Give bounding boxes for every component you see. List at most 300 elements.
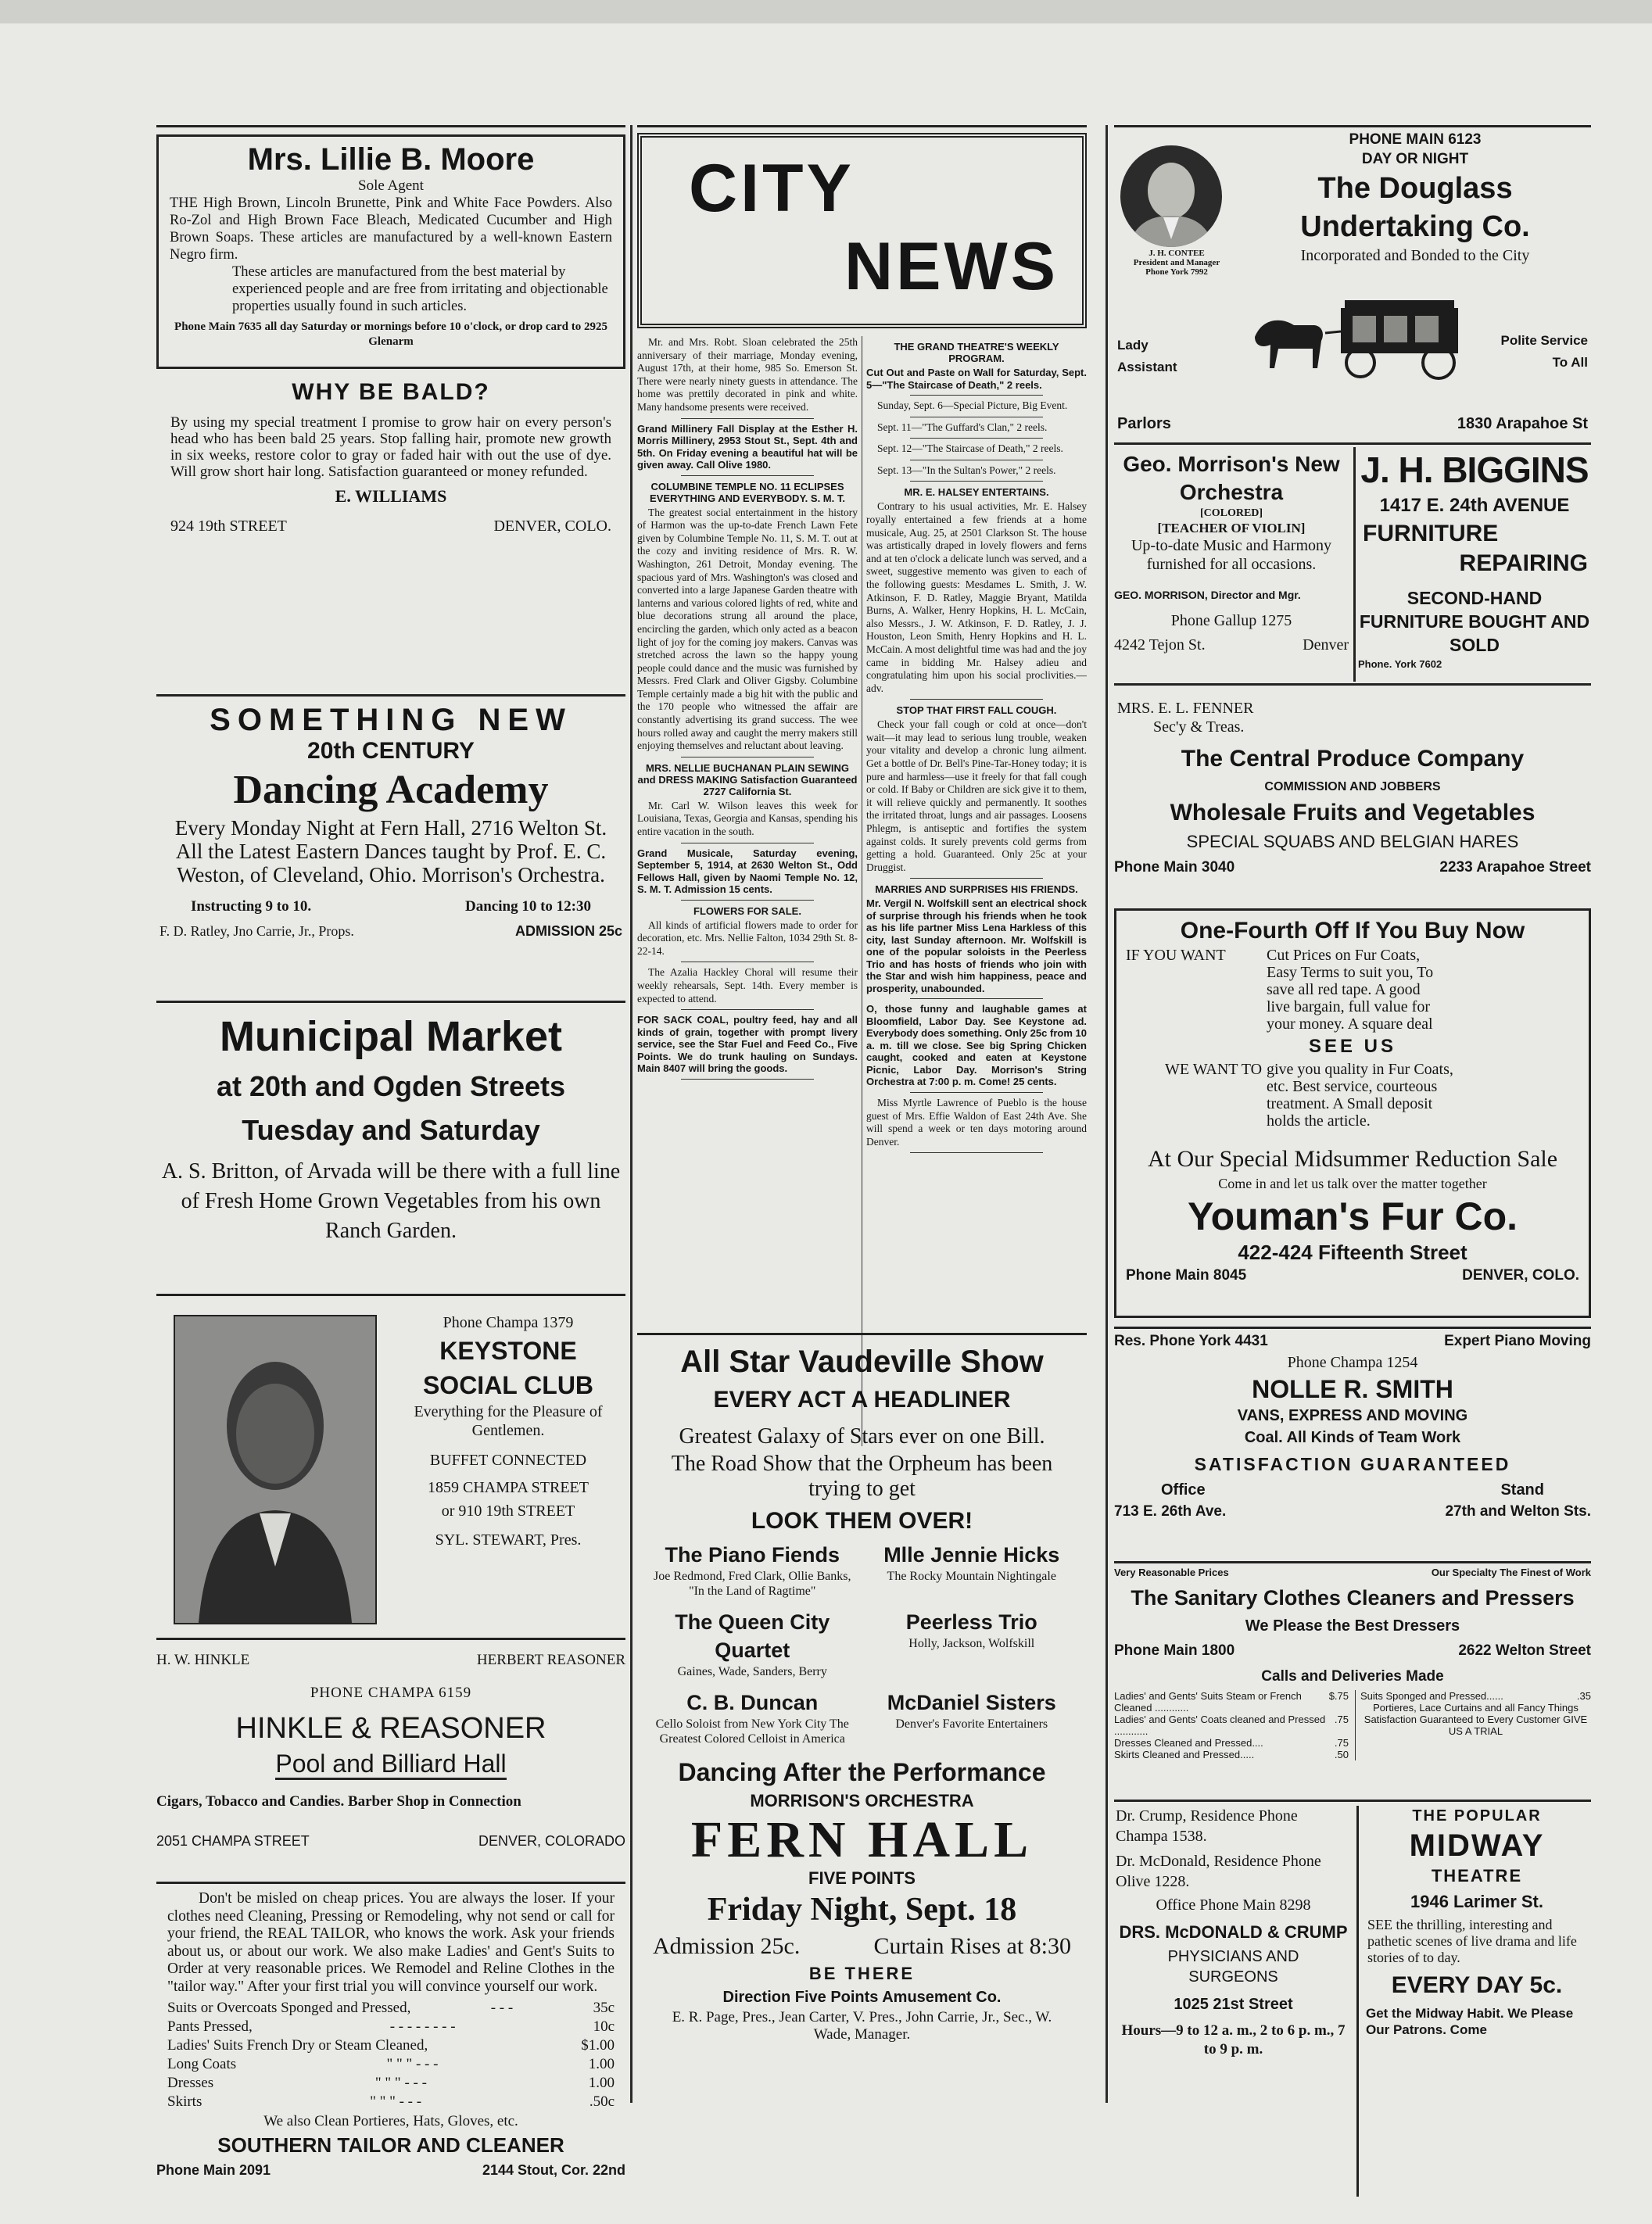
dancing-title: Dancing Academy <box>233 768 549 812</box>
act-card <box>868 1541 1077 1599</box>
doctors-ad <box>1114 1806 1353 2220</box>
dancing-admission: ADMISSION 25c <box>514 923 622 939</box>
biggins-line-1: FURNITURE <box>1363 521 1499 546</box>
masthead-word-2: NEWS <box>844 229 1059 304</box>
hinkle-name-2: HERBERT REASONER <box>476 1652 625 1668</box>
rule <box>1114 683 1591 686</box>
keystone-title-1: KEYSTONE <box>439 1337 577 1365</box>
act-name: Peerless Trio <box>905 1610 1037 1634</box>
midway-ad <box>1363 1806 1591 2197</box>
vaudeville-line-1: Greatest Galaxy of Stars ever on one Bill. <box>679 1424 1045 1449</box>
dancing-footer <box>159 921 622 941</box>
midway-body: SEE the thrilling, interesting and pathetic scenes of live drama and life stories of to day. <box>1367 1917 1577 1965</box>
smith-office: 713 E. 26th Ave. <box>1114 1503 1227 1520</box>
hinkle-address: 2051 CHAMPA STREET <box>156 1833 310 1849</box>
price-dots: - - - <box>490 2000 514 2016</box>
act-card <box>648 1608 857 1679</box>
vaudeville-date: Friday Night, Sept. 18 <box>707 1892 1017 1928</box>
tailor-title: SOUTHERN TAILOR AND CLEANER <box>217 2133 564 2157</box>
morrison-body: Up-to-date Music and Harmony furnished for all occasions. <box>1131 537 1332 573</box>
news-separator <box>910 395 1042 396</box>
price-value: .50c <box>589 2093 615 2110</box>
douglass-ad <box>1114 130 1591 442</box>
news-item-hd: MR. E. HALSEY ENTERTAINS. <box>904 486 1049 499</box>
vaudeville-line-2: The Road Show that the Orpheum has been trying to get <box>671 1452 1053 1501</box>
sanitary-price-row <box>1114 1714 1349 1737</box>
bald-body: By using my special treatment I promise to grow hair on every person's head who has been bald 25 years. Stop falling hair, promote new growth in six weeks, restore color to gray or faded hair with out the use of dye. Will grow short hair long. Satisfaction guaranteed or money refunded. <box>170 414 611 480</box>
dancing-time: Dancing 10 to 12:30 <box>465 898 591 915</box>
news-item-bd: Cut Out and Paste on Wall for Saturday, Sept. 5—"The Staircase of Death," 2 reels. <box>866 367 1087 391</box>
biggins-ad <box>1358 447 1591 682</box>
contee-caption-title: President and Manager <box>1133 258 1220 267</box>
act-desc: Denver's Favorite Entertainers <box>895 1717 1048 1731</box>
price-row <box>167 2093 615 2111</box>
bald-address-row <box>170 514 611 538</box>
news-item-bd: Grand Millinery Fall Display at the Esther H. Morris Millinery, 2953 Stout St., Sept. 4th and 5th. On Friday evening a beautiful hat will be given away. Call Olive 1980. <box>637 422 858 471</box>
produce-wholesale: Wholesale Fruits and Vegetables <box>1170 800 1536 825</box>
act-name: The Queen City Quartet <box>675 1610 830 1662</box>
douglass-title-2: Undertaking Co. <box>1300 210 1530 243</box>
hinkle-phone: PHONE CHAMPA 6159 <box>310 1685 472 1701</box>
sanitary-top-row <box>1114 1566 1591 1579</box>
doctors-address: 1025 21st Street <box>1174 1996 1293 2013</box>
sanitary-right-item: Suits Sponged and Pressed...... <box>1360 1690 1503 1702</box>
hinkle-subtitle <box>156 1748 625 1779</box>
sanitary-price: .75 <box>1334 1737 1349 1749</box>
dancing-props: F. D. Ratley, Jno Carrie, Jr., Props. <box>159 923 354 939</box>
dancing-body: Every Monday Night at Fern Hall, 2716 Welton St. All the Latest Eastern Dances taught by Prof. E. C. Weston, of Cleveland, Ohio. Morrison's Orchestra. <box>174 816 607 886</box>
act-name: The Piano Fiends <box>665 1543 840 1567</box>
news-item-bd: Mr. Vergil N. Wolfskill sent an electrical shock of surprise through his friends when he took as his life partner Miss Lena Harkless of this city, last Sunday afternoon. Mr. Wolfskill is one of the popular soloists in the Peerless Trio and has hosts of friends who join with the Star and wish him happiness, peace and prosperity, unabounded. <box>866 897 1087 994</box>
smith-top-row <box>1114 1331 1591 1352</box>
news-separator <box>910 1092 1042 1093</box>
doctors-hours: Hours—9 to 12 a. m., 2 to 6 p. m., 7 to 9 p. m. <box>1121 2022 1346 2057</box>
news-item-hd: FLOWERS FOR SALE. <box>693 904 801 917</box>
hinkle-ad <box>156 1649 625 1876</box>
smith-labels <box>1114 1480 1591 1500</box>
price-dots <box>428 2036 581 2055</box>
morrison-title: Geo. Morrison's New Orchestra <box>1123 452 1340 504</box>
smith-guaranteed: SATISFACTION GUARANTEED <box>1194 1454 1511 1474</box>
douglass-lady: Lady Assistant <box>1117 338 1177 374</box>
dancing-line-2: 20th CENTURY <box>307 738 475 764</box>
fur-city: DENVER, COLO. <box>1462 1267 1579 1284</box>
hinkle-names <box>156 1649 625 1671</box>
price-row <box>167 1999 615 2018</box>
biggins-line-2: REPAIRING <box>1459 550 1588 576</box>
sanitary-price-row <box>1114 1737 1349 1749</box>
sanitary-contact-row <box>1114 1635 1591 1667</box>
news-separator <box>910 1152 1042 1153</box>
midway-popular: THE POPULAR <box>1412 1807 1542 1825</box>
fur-come: Come in and let us talk over the matter together <box>1218 1176 1487 1191</box>
sanitary-top-left: Very Reasonable Prices <box>1114 1567 1229 1578</box>
column-top-rule <box>1114 125 1591 127</box>
fur-sale: At Our Special Midsummer Reduction Sale <box>1147 1146 1558 1172</box>
vaudeville-title: All Star Vaudeville Show <box>680 1345 1044 1379</box>
sanitary-sub: We Please the Best Dressers <box>1245 1617 1460 1635</box>
dancing-ad <box>156 702 625 1015</box>
biggins-address: 1417 E. 24th AVENUE <box>1379 495 1570 516</box>
news-item-p: Sunday, Sept. 6—Special Picture, Big Event. <box>877 399 1068 411</box>
act-card <box>648 1689 857 1746</box>
keystone-text <box>391 1312 625 1557</box>
douglass-heading <box>1239 130 1591 266</box>
news-item-p: Mr. Carl W. Wilson leaves this week for Louisiana, Texas, Georgia and Kansas, spending his entire vacation in the south. <box>637 799 858 838</box>
sanitary-calls: Calls and Deliveries Made <box>1261 1668 1444 1685</box>
keystone-president: SYL. STEWART, Pres. <box>435 1531 582 1549</box>
news-item-p: Sept. 11—"The Guffard's Clan," 2 reels. <box>877 421 1048 433</box>
sanitary-right-price: .35 <box>1576 1690 1591 1702</box>
price-row <box>167 2074 615 2093</box>
price-value: 35c <box>593 2000 615 2016</box>
sanitary-price-row <box>1114 1690 1349 1714</box>
horse-drawn-hearse-icon <box>1247 294 1474 380</box>
market-line-2: at 20th and Ogden Streets <box>216 1070 566 1102</box>
sanitary-item: Ladies' and Gents' Suits Steam or French Cleaned ............ <box>1114 1690 1302 1714</box>
news-separator <box>910 878 1042 879</box>
vaudeville-ad <box>637 1341 1087 2224</box>
price-value: 1.00 <box>588 2075 615 2091</box>
midway-every-day: EVERY DAY 5c. <box>1391 1972 1563 1998</box>
city-news-masthead <box>637 133 1087 328</box>
fur-if-list: Cut Prices on Fur Coats, Easy Terms to suit you, To save all red tape. A good live bargain, full value for your money. A square deal <box>1267 947 1434 1033</box>
contee-portrait-photo <box>1120 145 1222 247</box>
produce-address: 2233 Arapahoe Street <box>1439 859 1591 876</box>
price-item: Ladies' Suits French Dry or Steam Cleaned, <box>167 2037 428 2054</box>
news-item-p: The greatest social entertainment in the history of Harmon was the up-to-date French Lawn Fete given by Columbine Temple No. 11, S. M. T. out at the cozy and inviting residence of Mrs. R. W. Washington, 261 Detroit, Monday evening. The spacious yard of Mrs. Washington's was closed and converted into a large Japanese Garden theatre with lanterns and various colored lights of red, white and blue decorations strung all around the place, encircling the garden, which only acted as a beacon light of joy for the coming joy makers. Canvas was stretched across the lawn so the happy young people could dance and the music was furnished by Messrs. Fred Clark and Oliver Gigsby. Columbine Temple certainly made a big hit with the public and the 170 people who witnessed the affair are constantly advertising its grand success. The wee hours rolled away and caught the merry makers still enjoying themselves and reluctant about leaving. <box>637 506 858 752</box>
bald-ad <box>156 377 625 689</box>
news-separator <box>910 998 1042 999</box>
price-row <box>167 2055 615 2074</box>
act-name: McDaniel Sisters <box>887 1691 1056 1714</box>
produce-phone: Phone Main 3040 <box>1114 859 1235 876</box>
douglass-day: DAY OR NIGHT <box>1361 151 1469 167</box>
price-item: Dresses <box>167 2075 214 2091</box>
sanitary-price: .75 <box>1334 1714 1349 1725</box>
act-desc: Cello Soloist from New York City The Greatest Colored Celloist in America <box>655 1717 849 1746</box>
hinkle-cigars: Cigars, Tobacco and Candies. Barber Shop in Connection <box>156 1793 521 1810</box>
morrison-city: Denver <box>1303 636 1349 654</box>
smith-stand-label: Stand <box>1500 1481 1544 1499</box>
moore-paragraph-1: THE High Brown, Lincoln Brunette, Pink and White Face Powders. Also Ro-Zol and High Brown Face Bleach, Medicated Cucumber and High Brown Soaps. These articles are manufactured by a well-known Eastern Negro firm. <box>170 195 612 263</box>
news-separator <box>681 1009 813 1010</box>
hinkle-name-1: H. W. HINKLE <box>156 1652 250 1668</box>
vaudeville-points: FIVE POINTS <box>808 1868 916 1888</box>
sanitary-price-row <box>1114 1749 1349 1760</box>
biggins-phone: Phone. York 7602 <box>1358 658 1442 670</box>
news-separator <box>910 438 1042 439</box>
portrait-icon <box>175 1316 375 1623</box>
column-top-rule <box>637 125 1087 127</box>
price-value: 10c <box>593 2018 615 2035</box>
keystone-address-2: or 910 19th STREET <box>441 1502 575 1520</box>
keystone-ad <box>156 1304 625 1632</box>
smith-expert: Expert Piano Moving <box>1444 1333 1591 1349</box>
rule <box>156 1001 625 1003</box>
moore-paragraph-2: These articles are manufactured from the best material by experienced people and are free from irritating and objectionable properties usually found in such articles. <box>232 264 608 314</box>
tailor-phone: Phone Main 2091 <box>156 2162 271 2178</box>
douglass-title-1: The Douglass <box>1317 172 1513 205</box>
price-item: Skirts <box>167 2093 202 2110</box>
fur-if-block <box>1126 947 1579 1033</box>
vaudeville-dancing: Dancing After the Performance <box>678 1758 1046 1786</box>
contee-caption-name: J. H. CONTEE <box>1149 249 1205 258</box>
news-item-p: Sept. 13—"In the Sultan's Power," 2 reels. <box>877 464 1056 476</box>
hinkle-subtitle-text: Pool and Billiard Hall <box>275 1749 506 1780</box>
news-separator <box>681 475 813 476</box>
fur-we-want: WE WANT TO <box>1165 1061 1263 1078</box>
bald-title: WHY BE BALD? <box>292 379 490 405</box>
douglass-address: 1830 Arapahoe St <box>1457 415 1588 432</box>
moore-ad <box>156 134 625 369</box>
vaudeville-officers: E. R. Page, Pres., Jean Carter, V. Pres., John Carrie, Jr., Sec., W. Wade, Manager. <box>672 2009 1052 2043</box>
biggins-line-3: SECOND-HAND FURNITURE BOUGHT AND SOLD <box>1359 588 1590 655</box>
news-item-p: Mr. and Mrs. Robt. Sloan celebrated the 25th anniversary of their marriage, Monday evening, August 17th, at their home, 985 So. Emerson St. There were nearly ninety guests in attendance. The home was prettily decorated in pink and white. Many handsome presents were received. <box>637 336 858 413</box>
douglass-phone: PHONE MAIN 6123 <box>1349 131 1482 148</box>
price-dots: " " " - - - <box>386 2056 439 2072</box>
act-card <box>648 1541 857 1599</box>
market-line-3: Tuesday and Saturday <box>242 1114 540 1146</box>
rule <box>1114 442 1591 445</box>
vaudeville-be-there: BE THERE <box>808 1964 916 1983</box>
news-item-hd: STOP THAT FIRST FALL COUGH. <box>896 704 1057 717</box>
market-title: Municipal Market <box>219 1013 563 1060</box>
market-body: A. S. Britton, of Arvada will be there with a full line of Fresh Home Grown Vegetables from his own Ranch Garden. <box>161 1159 621 1243</box>
rule <box>1114 1561 1591 1563</box>
news-item-hd: MARRIES AND SURPRISES HIS FRIENDS. <box>875 883 1078 896</box>
rule <box>156 1638 625 1640</box>
smith-coal: Coal. All Kinds of Team Work <box>1244 1429 1461 1446</box>
price-value: 1.00 <box>588 2056 615 2072</box>
fur-see-us: SEE US <box>1308 1036 1397 1057</box>
sanitary-price-table <box>1114 1690 1591 1760</box>
dancing-line-1: SOMETHING NEW <box>210 703 572 737</box>
vaudeville-hall: FERN HALL <box>690 1811 1034 1868</box>
sanitary-title: The Sanitary Clothes Cleaners and Pressers <box>1131 1586 1575 1610</box>
price-value: $1.00 <box>581 2037 615 2054</box>
tailor-body: Don't be misled on cheap prices. You are always the loser. If your clothes need Cleaning, Pressing or Remodeling, why not send or call for your friend, the REAL TAILOR, who knows the work. Ask your friends about us, or about our work. We also make Ladies' and Gent's Suits to Order at very reasonable prices. We Remodel and Reline Clothes in the "tailor way." After your first trial you will convince yourself our work. <box>167 1890 615 1995</box>
morrison-director: GEO. MORRISON, Director and Mgr. <box>1114 589 1301 601</box>
sanitary-price-column-left <box>1114 1690 1349 1760</box>
fur-if-want: IF YOU WANT <box>1126 947 1226 964</box>
douglass-footer <box>1117 413 1588 435</box>
rule <box>1114 1800 1591 1802</box>
act-name: Mlle Jennie Hicks <box>883 1543 1060 1567</box>
tailor-ad <box>156 1890 625 2203</box>
douglass-polite: Polite Service To All <box>1500 333 1588 370</box>
keystone-address-1: 1859 CHAMPA STREET <box>428 1479 589 1496</box>
midway-address: 1946 Larimer St. <box>1410 1892 1543 1911</box>
doctors-title: DRS. McDONALD & CRUMP <box>1119 1922 1348 1942</box>
keystone-portrait-photo <box>174 1315 377 1624</box>
moore-footer: Phone Main 7635 all day Saturday or mornings before 10 o'clock, or drop card to 2925 Glenarm <box>174 321 607 348</box>
keystone-buffet: BUFFET CONNECTED <box>429 1452 587 1469</box>
bald-city: DENVER, COLO. <box>493 518 611 535</box>
fur-ad <box>1114 908 1591 1318</box>
act-desc: Holly, Jackson, Wolfskill <box>908 1637 1035 1650</box>
tailor-address: 2144 Stout, Cor. 22nd <box>482 2162 625 2178</box>
fur-headline: One-Fourth Off If You Buy Now <box>1180 918 1525 944</box>
news-item-hd: COLUMBINE TEMPLE NO. 11 ECLIPSES EVERYTHING AND EVERYBODY. S. M. T. <box>650 480 845 504</box>
keystone-title-2: SOCIAL CLUB <box>422 1371 594 1399</box>
sanitary-item: Skirts Cleaned and Pressed..... <box>1114 1749 1255 1760</box>
price-dots: " " " - - - <box>370 2093 422 2110</box>
masthead-word-1: CITY <box>689 151 855 226</box>
morrison-address: 4242 Tejon St. <box>1114 636 1206 654</box>
act-desc: The Rocky Mountain Nightingale <box>887 1570 1056 1583</box>
dancing-times <box>159 897 622 916</box>
act-desc: Gaines, Wade, Sanders, Berry <box>677 1665 827 1678</box>
dancing-instructing: Instructing 9 to 10. <box>191 898 312 915</box>
news-separator <box>681 418 813 419</box>
sanitary-item: Ladies' and Gents' Coats cleaned and Pressed ............ <box>1114 1714 1326 1737</box>
fur-we-block <box>1126 1061 1579 1130</box>
moore-subtitle: Sole Agent <box>358 177 424 194</box>
news-item-p: Miss Myrtle Lawrence of Pueblo is the house guest of Mrs. Effie Waldon of East 24th Ave. She will spend a week or ten days motoring around Denver. <box>866 1096 1087 1148</box>
keystone-phone: Phone Champa 1379 <box>443 1314 574 1331</box>
sanitary-price-column-right <box>1355 1690 1591 1760</box>
news-column-left <box>637 336 858 1446</box>
news-item-p: Sept. 12—"The Staircase of Death," 2 reels. <box>877 442 1063 455</box>
smith-vans: VANS, EXPRESS AND MOVING <box>1237 1407 1468 1424</box>
column-top-rule <box>156 125 625 127</box>
doctors-office: Office Phone Main 8298 <box>1156 1896 1311 1914</box>
produce-special: SPECIAL SQUABS AND BELGIAN HARES <box>1186 832 1519 851</box>
douglass-incorporated: Incorporated and Bonded to the City <box>1300 247 1530 264</box>
price-row <box>167 2036 615 2055</box>
news-item-p: Check your fall cough or cold at once—don't wait—it may lead to serious lung trouble, weaken your vitality and develop a chronic lung ailment. Get a bottle of Dr. Bell's Pine-Tar-Honey today; it is pure and harmless—use it freely for that fall cough or cold. If Baby or Children are sick give it to them, it will relieve quickly and permanently. It soothes the irritated throat, lungs and air passages. Loosens Phlegm, is antiseptic and fortifies the system against colds. It surely prevents cold germs from getting a hold. Guaranteed. Only 25c at your Druggist. <box>866 718 1087 873</box>
smith-title: NOLLE R. SMITH <box>1252 1375 1453 1403</box>
sanitary-right-text: Portieres, Lace Curtains and all Fancy Things Satisfaction Guaranteed to Every Customer GIVE US A TRIAL <box>1364 1702 1588 1737</box>
rule <box>156 1882 625 1884</box>
hinkle-title: HINKLE & REASONER <box>235 1712 546 1745</box>
tailor-also: We also Clean Portieres, Hats, Gloves, etc. <box>263 2113 518 2129</box>
moore-title: Mrs. Lillie B. Moore <box>247 142 535 177</box>
vaudeville-sub: EVERY ACT A HEADLINER <box>713 1387 1011 1413</box>
smith-phone: Phone Champa 1254 <box>1287 1354 1418 1371</box>
vaudeville-admission-row <box>637 1931 1087 1962</box>
page-edge <box>0 0 1652 23</box>
sanitary-price: .50 <box>1334 1749 1349 1760</box>
news-separator <box>910 699 1042 700</box>
sanitary-item: Dresses Cleaned and Pressed.... <box>1114 1737 1263 1749</box>
contee-caption-phone: Phone York 7992 <box>1145 267 1208 277</box>
keystone-tagline: Everything for the Pleasure of Gentlemen. <box>414 1403 603 1439</box>
news-item-hd: MRS. NELLIE BUCHANAN PLAIN SEWING and DRESS MAKING Satisfaction Guaranteed 2727 California St. <box>637 761 858 797</box>
column-divider <box>1106 125 1108 2103</box>
fur-address: 422-424 Fifteenth Street <box>1238 1241 1467 1264</box>
morrison-teacher: [TEACHER OF VIOLIN] <box>1157 521 1306 535</box>
rule <box>637 1333 1087 1335</box>
smith-addresses <box>1114 1500 1591 1524</box>
act-card <box>868 1608 1077 1679</box>
midway-title: MIDWAY <box>1409 1828 1545 1863</box>
contee-caption <box>1114 249 1239 277</box>
column-divider <box>630 125 632 2103</box>
fur-phone: Phone Main 8045 <box>1126 1267 1247 1284</box>
price-dots: - - - - - - - - <box>389 2018 456 2035</box>
price-item: Suits or Overcoats Sponged and Pressed, <box>167 2000 411 2016</box>
doctors-mcdonald: Dr. McDonald, Residence Phone Olive 1228. <box>1116 1853 1321 1890</box>
sanitary-top-right: Our Specialty The Finest of Work <box>1431 1567 1591 1578</box>
news-separator <box>681 1079 813 1080</box>
fur-footer <box>1126 1264 1579 1287</box>
sanitary-right-price-row <box>1360 1690 1591 1702</box>
morrison-colored: [COLORED] <box>1199 507 1263 519</box>
sanitary-address: 2622 Welton Street <box>1458 1642 1591 1659</box>
price-item: Long Coats <box>167 2056 237 2072</box>
sanitary-price: $.75 <box>1328 1690 1349 1702</box>
tailor-footer <box>156 2158 625 2182</box>
rule <box>1114 1327 1591 1329</box>
produce-footer <box>1114 854 1591 882</box>
act-card <box>868 1689 1077 1746</box>
price-row <box>167 2018 615 2036</box>
news-separator <box>681 900 813 901</box>
hearse-illustration <box>1247 294 1474 380</box>
tailor-price-list <box>167 1999 615 2111</box>
portrait-icon <box>1120 145 1222 247</box>
midway-theatre: THEATRE <box>1431 1866 1523 1886</box>
rule <box>1353 447 1356 682</box>
vaudeville-orchestra: MORRISON'S ORCHESTRA <box>750 1791 974 1810</box>
rule <box>156 1294 625 1296</box>
news-item-p: All kinds of artificial flowers made to order for decoration, etc. Mrs. Nellie Falton, 1034 29th St. 8-22-14. <box>637 919 858 957</box>
news-item-bd: Grand Musicale, Saturday evening, September 5, 1914, at 2630 Welton St., Odd Fellows Hall, given by Naomi Temple No. 12, S. M. T. Admission 15 cents. <box>637 847 858 896</box>
produce-sub: COMMISSION AND JOBBERS <box>1264 780 1441 793</box>
act-desc: Joe Redmond, Fred Clark, Ollie Banks, "In the Land of Ragtime" <box>654 1570 851 1598</box>
morrison-address-row <box>1114 633 1349 657</box>
morrison-phone: Phone Gallup 1275 <box>1170 612 1292 629</box>
hinkle-city: DENVER, COLORADO <box>478 1833 625 1849</box>
smith-stand: 27th and Welton Sts. <box>1445 1503 1591 1520</box>
news-column-right <box>866 336 1087 1446</box>
vaudeville-look: LOOK THEM OVER! <box>751 1508 973 1534</box>
act-name: C. B. Duncan <box>686 1691 819 1714</box>
produce-title: The Central Produce Company <box>1181 746 1525 772</box>
sanitary-phone: Phone Main 1800 <box>1114 1642 1235 1659</box>
news-item-p: Contrary to his usual activities, Mr. E. Halsey royally entertained a few friends at a home musicale, Aug. 25, at 2501 Clarkson St. The house was artistically draped in lovely flowers and ferns and at ten o'clock a delicate lunch was served, and a sweet, suggestive memento was given to each of the following guests: Mesdames L. Smith, J. W. Atkinson, F. D. Ratley, Maggie Bryant, Matilda Burns, A. Walker, Henry Hopkins, H. L. McCain, also Messrs., J. W. Atkinson, F. D. Ratley, J. J. Houston, Leon Smith, Henry Hopkins and H. L. McCain. A most delightful time was had and the joy came in bidding Mr. Halsey adieu and congratulating him upon his social proclivities.—adv. <box>866 500 1087 694</box>
vaudeville-acts <box>637 1541 1087 1746</box>
fur-title: Youman's Fur Co. <box>1187 1194 1518 1238</box>
news-separator <box>910 481 1042 482</box>
biggins-name: J. H. BIGGINS <box>1360 449 1589 490</box>
rule <box>1356 1806 1359 2197</box>
smith-res-phone: Res. Phone York 4431 <box>1114 1333 1268 1349</box>
news-item-bd: FOR SACK COAL, poultry feed, hay and all kinds of grain, together with prompt livery service, see the Star Fuel and Feed Co., Five Points. We do trunk hauling on Sundays. Main 8407 will bring the goods. <box>637 1014 858 1075</box>
rule <box>156 694 625 697</box>
vaudeville-admission: Admission 25c. <box>653 1933 801 1959</box>
smith-ad <box>1114 1331 1591 1566</box>
news-item-bd: O, those funny and laughable games at Bloomfield, Labor Day. See Keystone ad. Everybody does something. Only 25c from 10 a. m. till we close. See big Spring Chicken caught, cooked and eaten at Keystone Picnic, Labor Day. Morrison's String Orchestra at 7:00 p. m. Come! 25 cents. <box>866 1003 1087 1088</box>
bald-address: 924 19th STREET <box>170 518 287 535</box>
vaudeville-direction: Direction Five Points Amusement Co. <box>722 1989 1002 2006</box>
bald-name: E. WILLIAMS <box>335 486 447 506</box>
fur-we-list: give you quality in Fur Coats, etc. Best service, courteous treatment. A Small deposit holds the article. <box>1267 1061 1453 1130</box>
doctors-crump: Dr. Crump, Residence Phone Champa 1538. <box>1116 1807 1298 1845</box>
market-ad <box>156 1008 625 1282</box>
price-item: Pants Pressed, <box>167 2018 253 2035</box>
hinkle-address-row <box>156 1829 625 1853</box>
price-dots: " " " - - - <box>374 2075 427 2091</box>
produce-officer-title: Sec'y & Treas. <box>1153 718 1245 736</box>
douglass-parlors: Parlors <box>1117 415 1171 432</box>
midway-habit: Get the Midway Habit. We Please Our Patrons. Come <box>1366 2006 1574 2037</box>
doctors-physicians: PHYSICIANS AND SURGEONS <box>1167 1948 1299 1986</box>
produce-officer: MRS. E. L. FENNER <box>1117 700 1254 717</box>
news-item-p: The Azalia Hackley Choral will resume their weekly rehearsals, Sept. 14th. Every member is expected to attend. <box>637 966 858 1005</box>
